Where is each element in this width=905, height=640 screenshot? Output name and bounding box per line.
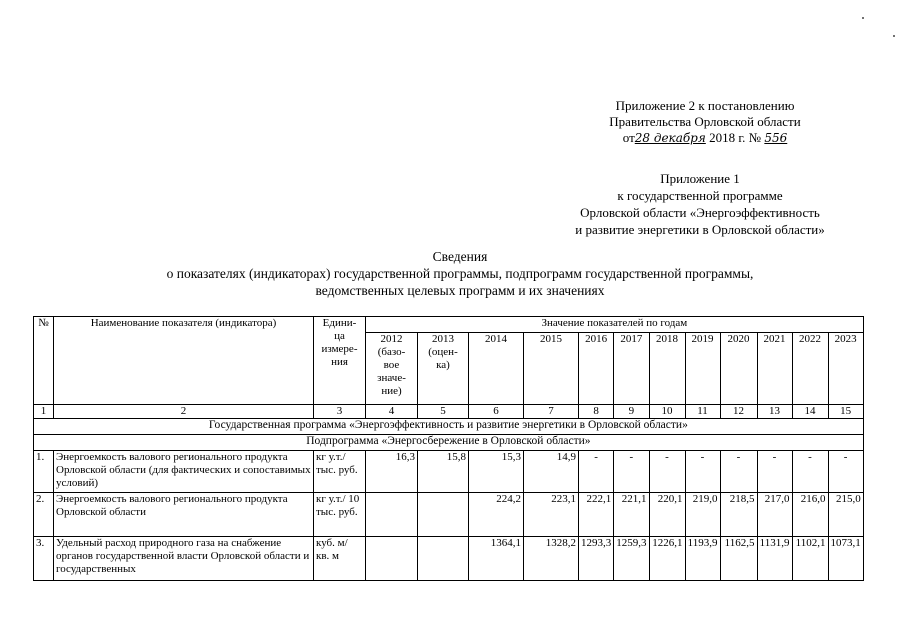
- column-number: 14: [792, 405, 828, 419]
- header-year: 2022: [792, 333, 828, 405]
- subprogram-title: Подпрограмма «Энергосбережение в Орловской области»: [34, 435, 864, 451]
- scan-speck: [893, 35, 895, 37]
- value-cell: -: [792, 451, 828, 493]
- column-number: 2: [54, 405, 314, 419]
- annex-1-line-1: Приложение 1: [660, 171, 740, 186]
- table-row: [34, 451, 864, 493]
- table-row: [34, 493, 864, 537]
- header-year: 2017: [614, 333, 649, 405]
- title-line-3: ведомственных целевых программ и их значениях: [315, 283, 605, 298]
- header-year: 2014: [469, 333, 524, 405]
- header-year: 2020: [720, 333, 757, 405]
- value-cell: 219,0: [685, 493, 720, 537]
- value-cell: 15,8: [418, 451, 469, 493]
- document-title: [60, 248, 860, 299]
- row-number: 2.: [34, 493, 54, 537]
- decree-date-line: [560, 130, 850, 146]
- value-cell: -: [685, 451, 720, 493]
- column-number: 12: [720, 405, 757, 419]
- unit-cell: кг у.т./ тыс. руб.: [314, 451, 366, 493]
- value-cell: 1226,1: [649, 537, 685, 581]
- header-year: 2012 (базо- вое значе- ние): [366, 333, 418, 405]
- value-cell: 1073,1: [828, 537, 863, 581]
- value-cell: [366, 537, 418, 581]
- row-number: 3.: [34, 537, 54, 581]
- annex-2-line-2: Правительства Орловской области: [609, 114, 801, 129]
- subprogram-row: [34, 435, 864, 451]
- column-numbers-row: [34, 405, 864, 419]
- header-unit: Едини- ца измере- ния: [314, 317, 366, 405]
- value-cell: 1193,9: [685, 537, 720, 581]
- value-cell: [418, 537, 469, 581]
- column-number: 11: [685, 405, 720, 419]
- value-cell: 14,9: [524, 451, 579, 493]
- value-cell: 223,1: [524, 493, 579, 537]
- value-cell: 215,0: [828, 493, 863, 537]
- table-row: [34, 537, 864, 581]
- header-name: Наименование показателя (индикатора): [54, 317, 314, 405]
- column-number: 9: [614, 405, 649, 419]
- header-num: №: [34, 317, 54, 405]
- value-cell: 1131,9: [757, 537, 792, 581]
- column-number: 5: [418, 405, 469, 419]
- value-cell: 222,1: [579, 493, 614, 537]
- column-number: 1: [34, 405, 54, 419]
- annex-1-line-3: Орловской области «Энергоэффективность: [580, 205, 820, 220]
- indicator-name: Энергоемкость валового регионального продукта Орловской области: [54, 493, 314, 537]
- scan-speck: [862, 17, 864, 19]
- value-cell: -: [720, 451, 757, 493]
- value-cell: 220,1: [649, 493, 685, 537]
- value-cell: 1328,2: [524, 537, 579, 581]
- annex-1-line-2: к государственной программе: [617, 188, 783, 203]
- column-number: 7: [524, 405, 579, 419]
- indicators-table: [33, 316, 864, 581]
- header-year: 2023: [828, 333, 863, 405]
- value-cell: 15,3: [469, 451, 524, 493]
- annex-2-header: [560, 98, 850, 146]
- annex-2-line-1: Приложение 2 к постановлению: [615, 98, 795, 113]
- value-cell: 218,5: [720, 493, 757, 537]
- title-line-2: о показателях (индикаторах) государственной программы, подпрограмм государственной программы,: [166, 266, 754, 281]
- header-year: 2021: [757, 333, 792, 405]
- value-cell: [366, 493, 418, 537]
- header-values: Значение показателей по годам: [366, 317, 864, 333]
- row-number: 1.: [34, 451, 54, 493]
- header-year: 2013 (оцен- ка): [418, 333, 469, 405]
- value-cell: 216,0: [792, 493, 828, 537]
- unit-cell: кг у.т./ 10 тыс. руб.: [314, 493, 366, 537]
- header-year: 2016: [579, 333, 614, 405]
- header-year: 2015: [524, 333, 579, 405]
- value-cell: -: [757, 451, 792, 493]
- value-cell: 1162,5: [720, 537, 757, 581]
- column-number: 4: [366, 405, 418, 419]
- value-cell: 1102,1: [792, 537, 828, 581]
- value-cell: 16,3: [366, 451, 418, 493]
- value-cell: -: [614, 451, 649, 493]
- column-number: 3: [314, 405, 366, 419]
- value-cell: 217,0: [757, 493, 792, 537]
- value-cell: -: [649, 451, 685, 493]
- header-row-1: [34, 317, 864, 333]
- handwritten-number: 556: [764, 131, 788, 145]
- handwritten-date: 28 декабря: [634, 131, 706, 145]
- program-row: [34, 419, 864, 435]
- value-cell: [418, 493, 469, 537]
- indicator-name: Удельный расход природного газа на снабжение органов государственной власти Орловской области и государственных: [54, 537, 314, 581]
- column-number: 6: [469, 405, 524, 419]
- value-cell: -: [579, 451, 614, 493]
- column-number: 15: [828, 405, 863, 419]
- column-number: 8: [579, 405, 614, 419]
- annex-1-line-4: и развитие энергетики в Орловской области»: [575, 222, 825, 237]
- program-title: Государственная программа «Энергоэффективность и развитие энергетики в Орловской области»: [34, 419, 864, 435]
- date-prefix: от: [622, 130, 635, 145]
- value-cell: 1259,3: [614, 537, 649, 581]
- value-cell: -: [828, 451, 863, 493]
- unit-cell: куб. м/ кв. м: [314, 537, 366, 581]
- column-number: 13: [757, 405, 792, 419]
- value-cell: 1293,3: [579, 537, 614, 581]
- value-cell: 1364,1: [469, 537, 524, 581]
- indicator-name: Энергоемкость валового регионального продукта Орловской области (для фактических и сопоставимых условий): [54, 451, 314, 493]
- title-line-1: Сведения: [432, 249, 488, 264]
- value-cell: 224,2: [469, 493, 524, 537]
- annex-1-header: [545, 170, 855, 238]
- date-suffix: 2018 г. №: [705, 130, 765, 145]
- header-year: 2019: [685, 333, 720, 405]
- value-cell: 221,1: [614, 493, 649, 537]
- column-number: 10: [649, 405, 685, 419]
- header-year: 2018: [649, 333, 685, 405]
